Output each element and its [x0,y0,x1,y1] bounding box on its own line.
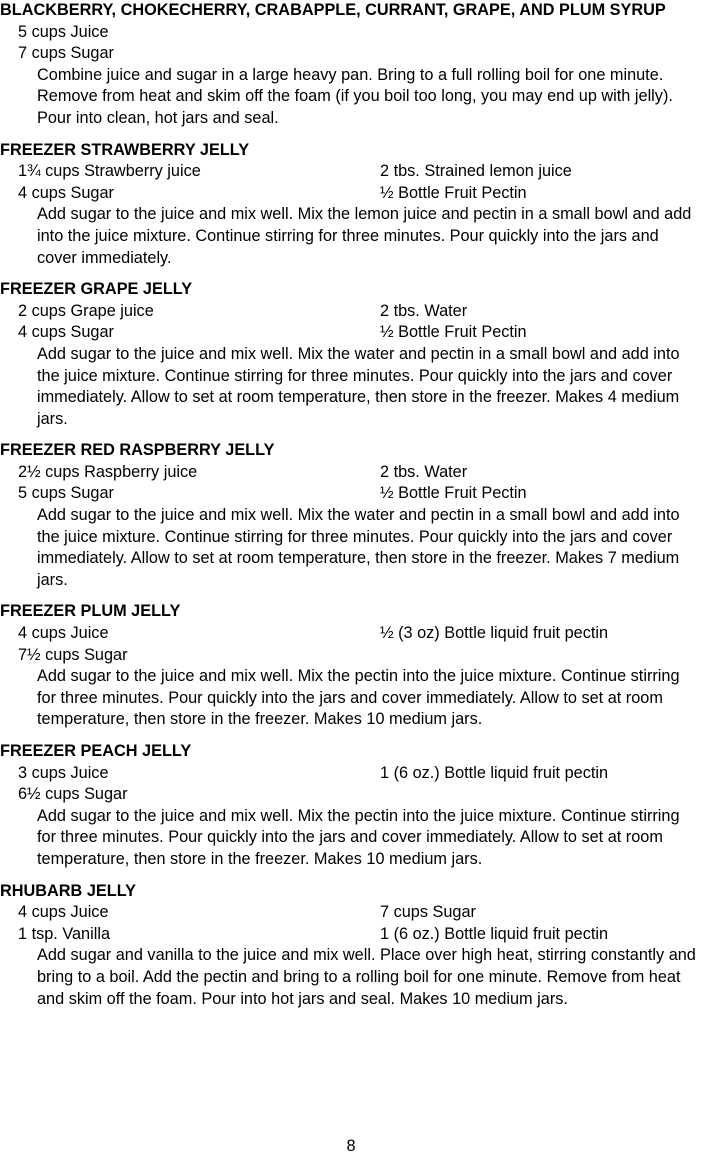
recipe-instructions: Combine juice and sugar in a large heavy pan. Bring to a full rolling boil for one minute. Remove from heat and skim off the foam (if you boil too long, you may end up with jelly). Pour into clean, hot jars and seal. [37,65,673,127]
recipe-peach-jelly [0,741,702,871]
recipe-plum-jelly [0,601,702,731]
recipe-blackberry-syrup [0,0,702,130]
ingredient-right: ½ Bottle Fruit Pectin [380,183,527,202]
recipe-instructions: Add sugar and vanilla to the juice and mix well. Place over high heat, stirring constantly and bring to a boil. Add the pectin and bring to a rolling boil for one minute. Remove from heat and skim off the foam. Pour into hot jars and seal. Makes 10 medium jars. [37,946,696,1008]
ingredient-row [18,902,702,924]
ingredient-right: 1 (6 oz.) Bottle liquid fruit pectin [380,924,609,943]
recipe-title: FREEZER STRAWBERRY JELLY [0,140,250,159]
ingredient-right: 2 tbs. Water [380,301,468,320]
ingredient-left: 3 cups Juice [18,763,109,782]
ingredient-right: 1 (6 oz.) Bottle liquid fruit pectin [380,763,609,782]
recipe-instructions: Add sugar to the juice and mix well. Mix the pectin into the juice mixture. Continue stirring for three minutes. Pour quickly into the jars and cover immediately. Allow to set at room temperature, then store in the freezer. Makes 10 medium jars. [37,806,680,868]
ingredient-right [380,22,702,44]
ingredient-right: ½ (3 oz) Bottle liquid fruit pectin [380,624,609,643]
ingredient-row [18,462,702,484]
ingredient-list [0,763,702,806]
ingredient-left: 6½ cups Sugar [18,785,128,804]
ingredient-left: 4 cups Juice [18,903,109,922]
recipe-title: BLACKBERRY, CHOKECHERRY, CRABAPPLE, CURRANT, GRAPE, AND PLUM SYRUP [0,1,666,19]
recipe-grape-jelly [0,279,702,430]
recipe-title: FREEZER PLUM JELLY [0,602,181,621]
ingredient-row [18,22,702,44]
ingredient-right: 2 tbs. Strained lemon juice [380,162,572,181]
ingredient-list [0,623,702,666]
ingredient-right: 2 tbs. Water [380,462,468,481]
ingredient-list [0,902,702,945]
ingredient-left: 1¾ cups Strawberry juice [18,162,201,181]
ingredient-left: 2 cups Grape juice [18,301,154,320]
ingredient-left: 1 tsp. Vanilla [18,924,111,943]
ingredient-row [18,763,702,785]
recipe-title: FREEZER RED RASPBERRY JELLY [0,441,275,460]
recipe-strawberry-jelly [0,140,702,270]
ingredient-row [18,645,702,667]
ingredient-row [18,322,702,344]
ingredient-left: 5 cups Juice [18,22,109,41]
ingredient-right [380,43,702,65]
ingredient-row [18,623,702,645]
recipe-title: FREEZER PEACH JELLY [0,742,192,760]
ingredient-row [18,183,702,205]
ingredient-row [18,43,702,65]
ingredient-left: 2½ cups Raspberry juice [18,462,198,481]
ingredient-left: 7 cups Sugar [18,44,114,63]
recipe-instructions: Add sugar to the juice and mix well. Mix the lemon juice and pectin in a small bowl and add into the juice mixture. Continue stirring for three minutes. Pour quickly into the jars and cover immediately. [37,205,692,267]
ingredient-list [0,301,702,344]
ingredient-right: ½ Bottle Fruit Pectin [380,484,527,503]
recipe-rhubarb-jelly [0,881,702,1011]
ingredient-right: 7 cups Sugar [380,903,476,922]
ingredient-row [18,483,702,505]
ingredient-row [18,784,702,806]
ingredient-row [18,924,702,946]
ingredient-right [380,784,702,806]
recipe-title: FREEZER GRAPE JELLY [0,280,193,299]
ingredient-left: 7½ cups Sugar [18,645,128,664]
ingredient-list [0,161,702,204]
ingredient-left: 4 cups Sugar [18,323,114,342]
ingredient-row [18,161,702,183]
ingredient-row [18,301,702,323]
recipe-instructions: Add sugar to the juice and mix well. Mix the water and pectin in a small bowl and add into the juice mixture. Continue stirring for three minutes. Pour quickly into the jars and cover immediately. Allow to set at room temperature, then store in the freezer. Makes 7 medium jars. [37,506,680,589]
recipe-instructions: Add sugar to the juice and mix well. Mix the water and pectin in a small bowl and add into the juice mixture. Continue stirring for three minutes. Pour quickly into the jars and cover immediately. Allow to set at room temperature, then store in the freezer. Makes 4 medium jars. [37,344,680,428]
ingredient-right: ½ Bottle Fruit Pectin [380,323,527,342]
ingredient-list [0,462,702,505]
recipe-raspberry-jelly [0,440,702,591]
ingredient-list [0,22,702,65]
page-number: 8 [346,1137,356,1155]
ingredient-left: 5 cups Sugar [18,484,114,503]
ingredient-right [380,645,702,667]
recipe-instructions: Add sugar to the juice and mix well. Mix the pectin into the juice mixture. Continue stirring for three minutes. Pour quickly into the jars and cover immediately. Allow to set at room temperature, then store in the freezer. Makes 10 medium jars. [37,667,680,729]
recipe-title: RHUBARB JELLY [0,881,136,900]
ingredient-left: 4 cups Juice [18,624,109,643]
ingredient-left: 4 cups Sugar [18,183,114,202]
